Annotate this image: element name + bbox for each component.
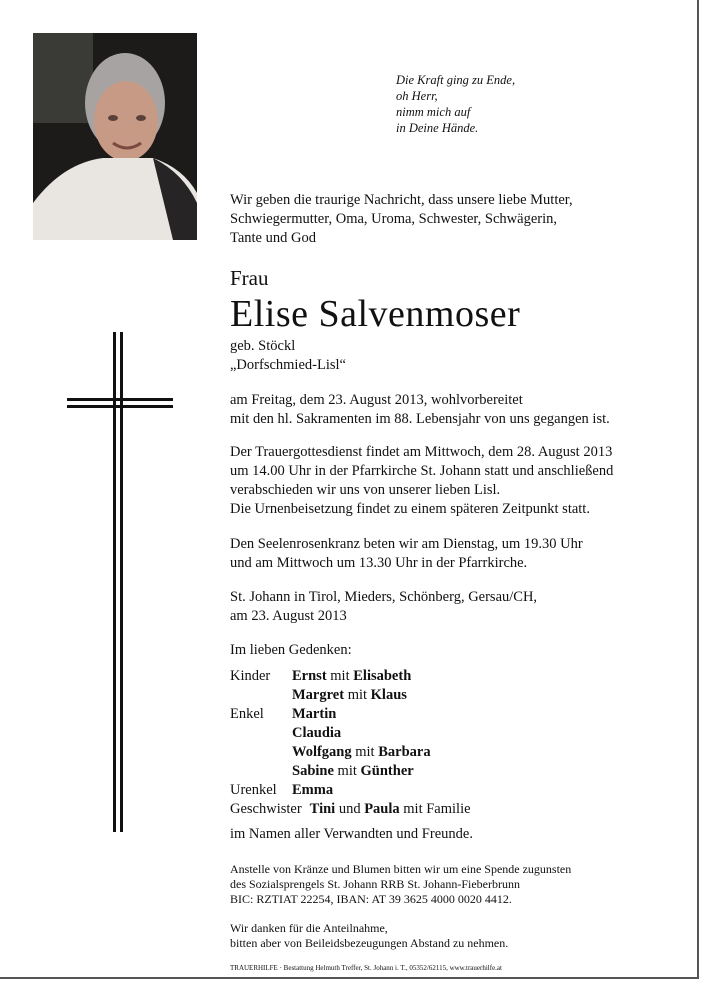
donation-note <box>230 862 571 907</box>
intro-line: Tante und God <box>230 230 316 246</box>
place-line: St. Johann in Tirol, Mieders, Schönberg, Gersau/CH, <box>230 589 538 605</box>
thanks-note <box>230 921 508 951</box>
date-line: am 23. August 2013 <box>230 608 347 624</box>
relative-name: Tini <box>309 801 336 817</box>
relatives-row <box>230 781 471 800</box>
connector: und <box>335 801 365 817</box>
cross-bar <box>67 398 173 408</box>
funeral-line: verabschieden wir uns von unserer lieben Lisl. <box>230 482 501 498</box>
rosary-info <box>230 535 583 573</box>
relative-name: Ernst <box>292 668 327 684</box>
footer-credit: TRAUERHILFE · Bestattung Helmuth Treffer, St. Johann i. T., 05352/62115, www.trauerhilfe.at <box>230 964 502 972</box>
relatives-row <box>230 705 471 724</box>
poem-line: in Deine Hände. <box>396 121 479 135</box>
relative-name: Günther <box>360 763 414 779</box>
funeral-line: Der Trauergottesdienst findet am Mittwoch, dem 28. August 2013 <box>230 444 613 460</box>
rosary-line: und am Mittwoch um 13.30 Uhr in der Pfarrkirche. <box>230 555 528 571</box>
relative-name: Emma <box>292 782 334 798</box>
relatives-closing: im Namen aller Verwandten und Freunde. <box>230 826 473 842</box>
relation-label: Enkel <box>230 706 264 722</box>
place-date <box>230 588 537 626</box>
poem-line: oh Herr, <box>396 89 438 103</box>
relatives-row <box>230 724 471 743</box>
connector: mit <box>351 744 379 760</box>
birth-name: geb. Stöckl <box>230 338 296 354</box>
funeral-info <box>230 443 613 519</box>
relative-name: Claudia <box>292 725 342 741</box>
poem-line: nimm mich auf <box>396 105 471 119</box>
relative-name: Elisabeth <box>353 668 412 684</box>
connector: mit <box>333 763 361 779</box>
intro <box>230 191 573 248</box>
relatives-row <box>230 667 471 686</box>
relatives-list <box>230 667 471 819</box>
relatives-row <box>230 800 471 819</box>
connector: mit <box>326 668 354 684</box>
relative-name: Wolfgang <box>292 744 352 760</box>
relative-name: Barbara <box>378 744 431 760</box>
relative-name: Margret <box>292 687 345 703</box>
donation-line: BIC: RZTIAT 22254, IBAN: AT 39 3625 4000 0020 4412. <box>230 892 512 906</box>
relation-label: Geschwister <box>230 801 302 817</box>
memory-heading: Im lieben Gedenken: <box>230 642 352 658</box>
poem <box>396 72 515 136</box>
names-extra <box>230 337 346 375</box>
nickname: „Dorfschmied-Lisl“ <box>230 357 346 373</box>
relative-name: Klaus <box>370 687 407 703</box>
title: Frau <box>230 266 269 290</box>
relation-label: Kinder <box>230 668 271 684</box>
relation-label: Urenkel <box>230 782 277 798</box>
relative-name: Sabine <box>292 763 334 779</box>
intro-line: Wir geben die traurige Nachricht, dass unsere liebe Mutter, <box>230 192 573 208</box>
thanks-line: bitten aber von Beileidsbezeugungen Abstand zu nehmen. <box>230 936 509 950</box>
funeral-line: um 14.00 Uhr in der Pfarrkirche St. Johann statt und anschließend <box>230 463 614 479</box>
relatives-row <box>230 686 471 705</box>
relatives-row <box>230 762 471 781</box>
funeral-line: Die Urnenbeisetzung findet zu einem späteren Zeitpunkt statt. <box>230 501 590 517</box>
rosary-line: Den Seelenrosenkranz beten wir am Dienstag, um 19.30 Uhr <box>230 536 583 552</box>
death-line: am Freitag, dem 23. August 2013, wohlvorbereitet <box>230 392 523 408</box>
donation-line: des Sozialsprengels St. Johann RRB St. Johann-Fieberbrunn <box>230 877 520 891</box>
relative-name: Paula <box>364 801 400 817</box>
portrait-photo <box>33 33 197 240</box>
death-line: mit den hl. Sakramenten im 88. Lebensjahr von uns gegangen ist. <box>230 411 610 427</box>
relatives-row <box>230 743 471 762</box>
deceased-name: Elise Salvenmoser <box>230 293 521 335</box>
connector: mit <box>344 687 371 703</box>
donation-line: Anstelle von Kränze und Blumen bitten wir um eine Spende zugunsten <box>230 862 572 876</box>
thanks-line: Wir danken für die Anteilnahme, <box>230 921 388 935</box>
poem-line: Die Kraft ging zu Ende, <box>396 73 516 87</box>
relative-name: Martin <box>292 706 337 722</box>
intro-line: Schwiegermutter, Oma, Uroma, Schwester, Schwägerin, <box>230 211 558 227</box>
connector: mit Familie <box>399 801 471 817</box>
death-notice <box>230 391 610 429</box>
